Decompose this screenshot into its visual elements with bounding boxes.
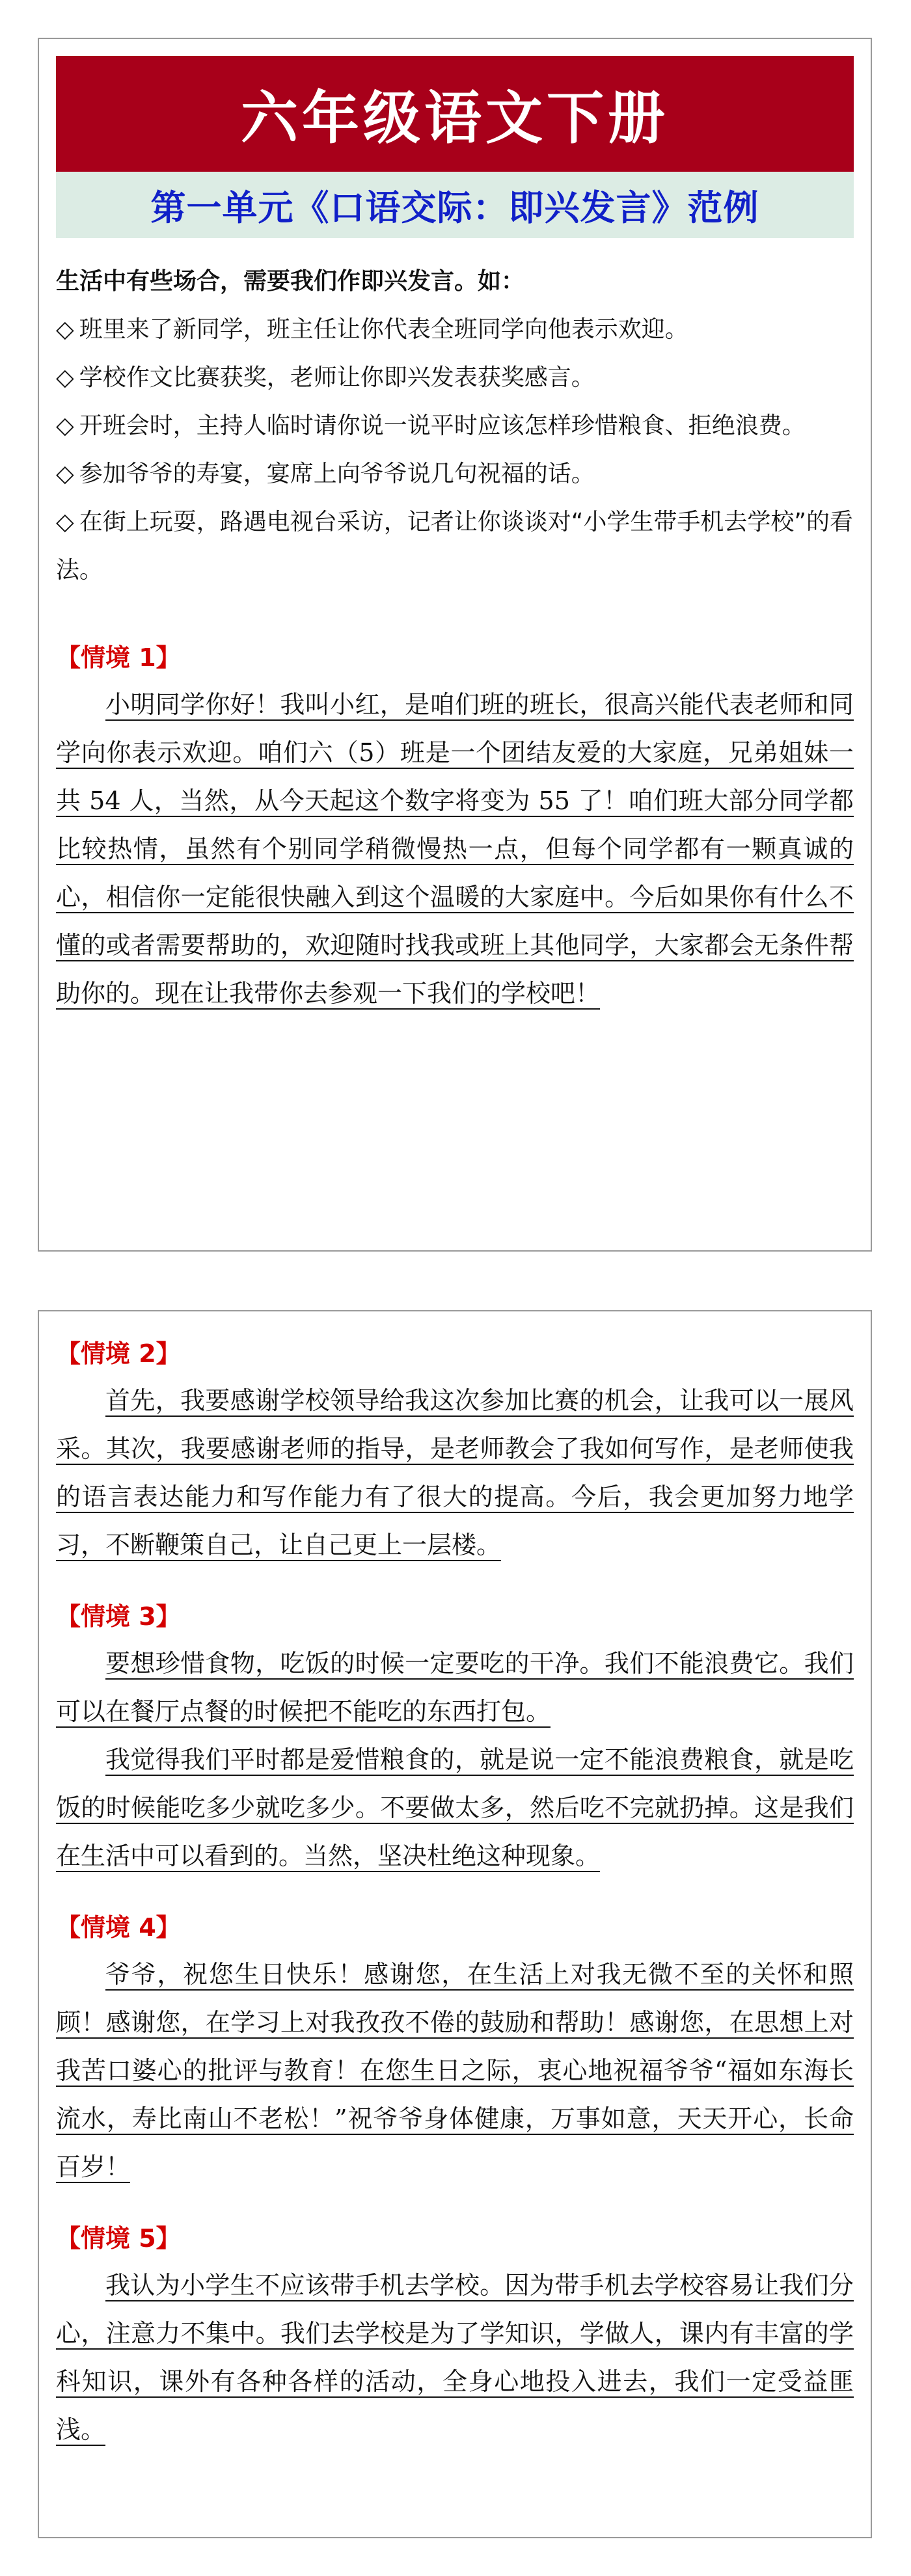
- scene-paragraph: 我认为小学生不应该带手机去学校。因为带手机去学校容易让我们分心，注意力不集中。我们去学校是为了学知识，学做人，课内有丰富的学科知识，课外有各种各样的活动，全身心地投入进去，我们一定受益匪浅。: [56, 2271, 854, 2444]
- scene-heading: 【情境 3】: [56, 1602, 181, 1631]
- scene-4: [56, 1905, 854, 2191]
- intro-item: ◇ 参加爷爷的寿宴，宴席上向爷爷说几句祝福的话。: [56, 461, 595, 487]
- scene-heading: 【情境 4】: [56, 1913, 181, 1942]
- scene-paragraph: 爷爷，祝您生日快乐！感谢您，在生活上对我无微不至的关怀和照顾！感谢您，在学习上对我孜孜不倦的鼓励和帮助！感谢您，在思想上对我苦口婆心的批评与教育！在您生日之际，衷心地祝福爷爷“福如东海长流水，寿比南山不老松！”祝爷爷身体健康，万事如意，天天开心，长命百岁！: [56, 1960, 854, 2181]
- page-two: [38, 1310, 872, 2538]
- diamond-bullet-icon: ◇: [56, 509, 74, 535]
- intro-item: ◇ 开班会时，主持人临时请你说一说平时应该怎样珍惜粮食、拒绝浪费。: [56, 412, 806, 439]
- diamond-bullet-icon: ◇: [56, 412, 74, 439]
- diamond-bullet-icon: ◇: [56, 461, 74, 487]
- scene-paragraph: 要想珍惜食物，吃饭的时候一定要吃的干净。我们不能浪费它。我们可以在餐厅点餐的时候把不能吃的东西打包。: [56, 1649, 854, 1726]
- intro-item: ◇ 在街上玩耍，路遇电视台采访，记者让你谈谈对“小学生带手机去学校”的看法。: [56, 509, 853, 584]
- intro-lead: 生活中有些场合，需要我们作即兴发言。如：: [56, 268, 525, 295]
- page-two-content: [56, 1331, 854, 2454]
- scene-paragraph: 小明同学你好！我叫小红，是咱们班的班长，很高兴能代表老师和同学向你表示欢迎。咱们六（5）班是一个团结友爱的大家庭，兄弟姐妹一共 54 人，当然，从今天起这个数字将变为 55 了！咱们班大部分同学都比较热情，虽然有个别同学稍微慢热一点，但每个同学都有一颗真诚的心，相信你一定能很快融入到这个温暖的大家庭中。今后如果你有什么不懂的或者需要帮助的，欢迎随时找我或班上其他同学，大家都会无条件帮助你的。现在让我带你去参观一下我们的学校吧！: [56, 690, 854, 1008]
- scene-heading: 【情境 5】: [56, 2224, 181, 2253]
- scene-heading: 【情境 2】: [56, 1339, 181, 1368]
- scene-heading: 【情境 1】: [56, 643, 181, 672]
- intro-item: ◇ 学校作文比赛获奖，老师让你即兴发表获奖感言。: [56, 364, 595, 391]
- scene-paragraph: 首先，我要感谢学校领导给我这次参加比赛的机会，让我可以一展风采。其次，我要感谢老师的指导，是老师教会了我如何写作，是老师使我的语言表达能力和写作能力有了很大的提高。今后，我会更加努力地学习，不断鞭策自己，让自己更上一层楼。: [56, 1386, 854, 1559]
- scene-5: [56, 2216, 854, 2454]
- diamond-bullet-icon: ◇: [56, 316, 74, 343]
- page-one: [38, 38, 872, 1252]
- page-one-content: [56, 56, 854, 1017]
- document-title: 六年级语文下册: [56, 56, 854, 172]
- intro-section: [56, 258, 854, 595]
- document-subtitle: 第一单元《口语交际：即兴发言》范例: [56, 172, 854, 238]
- diamond-bullet-icon: ◇: [56, 364, 74, 391]
- scene-paragraph: 我觉得我们平时都是爱惜粮食的，就是说一定不能浪费粮食，就是吃饭的时候能吃多少就吃多少。不要做太多，然后吃不完就扔掉。这是我们在生活中可以看到的。当然，坚决杜绝这种现象。: [56, 1745, 854, 1870]
- scene-2: [56, 1331, 854, 1569]
- scene-3: [56, 1594, 854, 1880]
- intro-item: ◇ 班里来了新同学，班主任让你代表全班同学向他表示欢迎。: [56, 316, 688, 343]
- scene-1: [56, 635, 854, 1017]
